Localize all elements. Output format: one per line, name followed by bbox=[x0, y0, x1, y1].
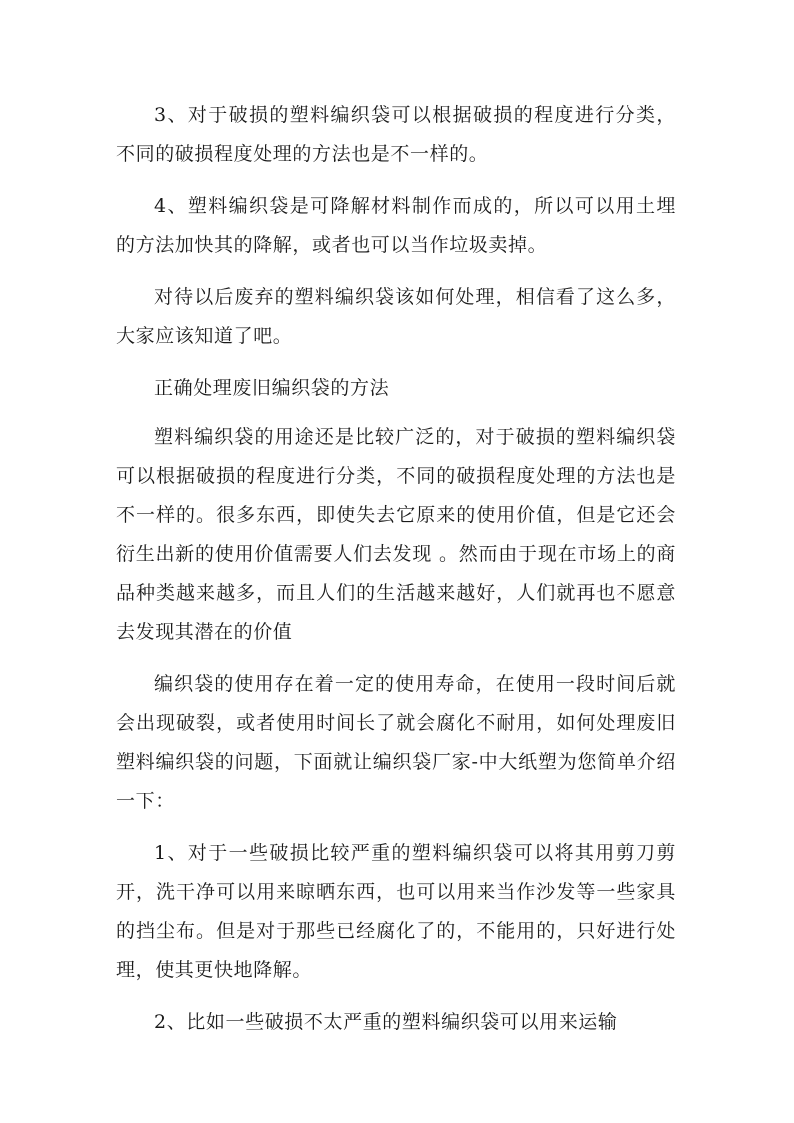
section-heading: 正确处理废旧编织袋的方法 bbox=[154, 377, 390, 399]
document-body bbox=[116, 96, 676, 1055]
paragraph-point-1: 1、对于一些破损比较严重的塑料编织袋可以将其用剪刀剪开，洗干净可以用来晾晒东西，也可以用来当作沙发等一些家具的挡尘布。但是对于那些已经腐化了的，不能用的，只好进行处理，使其更快地降解。 bbox=[116, 842, 676, 981]
paragraph-point-3: 3、对于破损的塑料编织袋可以根据破损的程度进行分类，不同的破损程度处理的方法也是不一样的。 bbox=[116, 104, 676, 165]
paragraph-usage: 塑料编织袋的用途还是比较广泛的，对于破损的塑料编织袋可以根据破损的程度进行分类，不同的破损程度处理的方法也是不一样的。很多东西，即使失去它原来的使用价值，但是它还会衍生出新的使用价值需要人们去发现 。然而由于现在市场上的商品种类越来越多，而且人们的生活越来越好，人们就再也不愿意去发现其潜在的价值 bbox=[116, 426, 676, 643]
paragraph-lifespan: 编织袋的使用存在着一定的使用寿命，在使用一段时间后就会出现破裂，或者使用时间长了就会腐化不耐用，如何处理废旧塑料编织袋的问题，下面就让编织袋厂家-中大纸塑为您简单介绍一下： bbox=[116, 673, 676, 812]
paragraph-point-4: 4、塑料编织袋是可降解材料制作而成的，所以可以用土埋的方法加快其的降解，或者也可以当作垃圾卖掉。 bbox=[116, 195, 676, 256]
paragraph-summary: 对待以后废弃的塑料编织袋该如何处理，相信看了这么多，大家应该知道了吧。 bbox=[116, 286, 676, 347]
paragraph-point-2: 2、比如一些破损不太严重的塑料编织袋可以用来运输 bbox=[154, 1011, 618, 1033]
